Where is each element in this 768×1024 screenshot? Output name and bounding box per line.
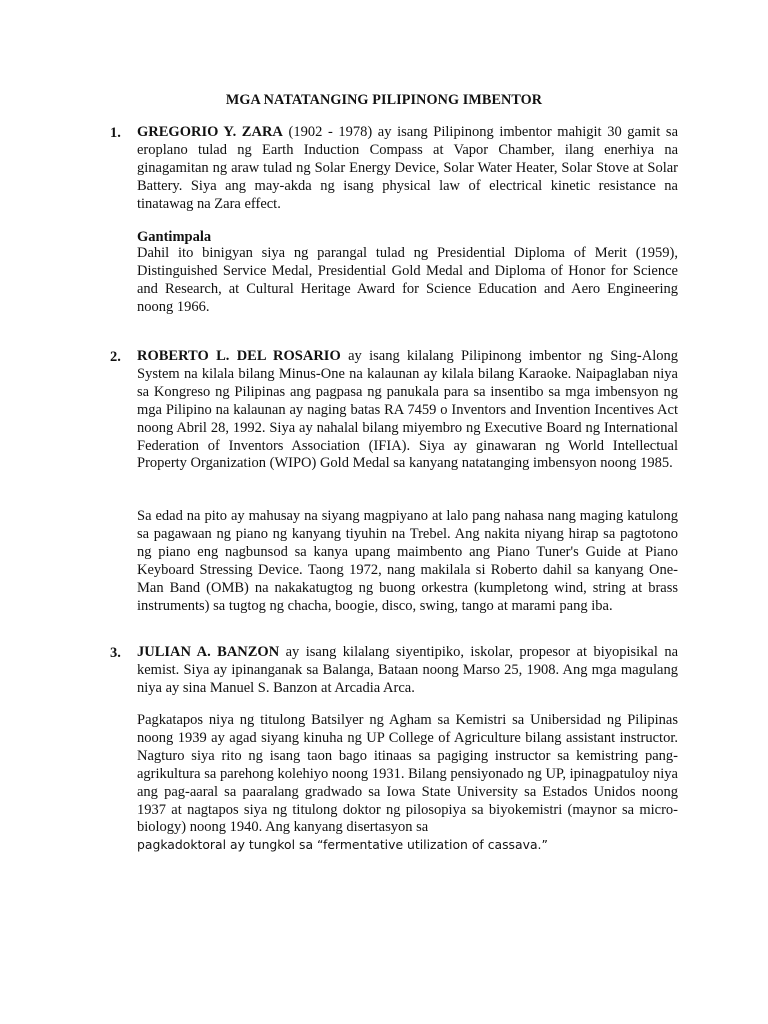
item-3-text: ay isang kilalang siyentipiko, iskolar, propesor at biyopisikal na kemist. Siya ay ipinanganak sa Balanga, Bataan noong Marso 25, 1908. Ang mga magulang niya ay sina Manuel S. Banzon at Arcadia Arca. bbox=[137, 644, 679, 696]
item-number-3: 3. bbox=[110, 645, 121, 661]
item-number-2: 2. bbox=[110, 349, 121, 365]
item-3-last-line: pagkadoktoral ay tungkol sa “fermentative utilization of cassava.” bbox=[137, 837, 548, 852]
item-2-paragraph bbox=[137, 348, 678, 473]
document-title: MGA NATATANGING PILIPINONG IMBENTOR bbox=[225, 92, 543, 108]
item-2-name: ROBERTO L. DEL ROSARIO bbox=[137, 348, 341, 364]
item-1-text: (1902 - 1978) ay isang Pilipinong imbentor mahigit 30 gamit sa eroplano tulad ng Earth Induction Compass at Vapor Chamber, ilang enerhiya na ginagamitan ng araw tulad ng Solar Energy Device, Solar Water Heater, Solar Stove at Solar Battery. Siya ang may-akda ng isang physical law of electrical kinetic resistance na tinatawag na Zara effect. bbox=[137, 124, 679, 212]
item-3-name: JULIAN A. BANZON bbox=[137, 644, 280, 660]
item-2-text: ay isang kilalang Pilipinong imbentor ng Sing-Along System na kilala bilang Minus-One na kalaunan ay kilala bilang Karaoke. Naipaglaban niya sa Kongreso ng Pilipinas ang pagpasa ng panukala para sa insentibo sa mga imbensyon ng mga Pilipino na kalaunan ay naging batas RA 7459 o Inventors and Invention Incentives Act noong Abril 28, 1992. Siya ay nahalal bilang miyembro ng Executive Board ng International Federation of Inventors Association (IFIA). Siya ay ginawaran ng World Intellectual Property Organization (WIPO) Gold Medal sa kanyang natatanging imbensyon noong 1985. bbox=[137, 348, 679, 472]
item-3-second-paragraph: Pagkatapos niya ng titulong Batsilyer ng Agham sa Kemistri sa Unibersidad ng Pilipinas noong 1939 ay agad siyang kinuha ng UP College of Agriculture bilang assistant instructor. Nagturo siya rito ng isang taon bago itinaas sa pagiging instructor sa kemistring pang-agrikultura sa parehong kolehiyo noong 1931. Bilang pensiyonado ng UP, ipinagpatuloy niya ang pag-aaral sa paaralang gradwado sa Iowa State University sa Estados Unidos noong 1937 at nagtapos siya ng titulong doktor ng pilosopiya sa biyokemistri (maynor sa micro-biology) noong 1940. Ang kanyang disertasyon sa bbox=[137, 712, 678, 836]
item-2-second-paragraph: Sa edad na pito ay mahusay na siyang magpiyano at lalo pang nahasa nang maging katulong sa pagawaan ng piano ng kanyang tiyuhin na Trebel. Ang nakita niyang hirap sa pagtotono ng piano eng nagbunsod sa kanya upang maimbento ang Piano Tuner's Guide at Piano Keyboard Stressing Device. Taong 1972, nang makilala si Roberto dahil sa kanyang One-Man Band (OMB) na nakakatugtog ng buong orkestra (kumpletong wind, string at brass instruments) sa tugtog ng chacha, boogie, disco, swing, tango at marami pang iba. bbox=[137, 508, 678, 614]
item-1-award-paragraph: Dahil ito binigyan siya ng parangal tulad ng Presidential Diploma of Merit (1959), Distinguished Service Medal, Presidential Gold Medal and Diploma of Honor for Science and Research, at Cultural Heritage Award for Science Education and Aero Engineering noong 1966. bbox=[137, 245, 678, 315]
item-1-name: GREGORIO Y. ZARA bbox=[137, 124, 283, 140]
item-3-paragraph bbox=[137, 644, 678, 698]
item-1-paragraph bbox=[137, 124, 678, 214]
item-1-subheading: Gantimpala bbox=[137, 229, 212, 245]
item-number-1: 1. bbox=[110, 125, 121, 141]
